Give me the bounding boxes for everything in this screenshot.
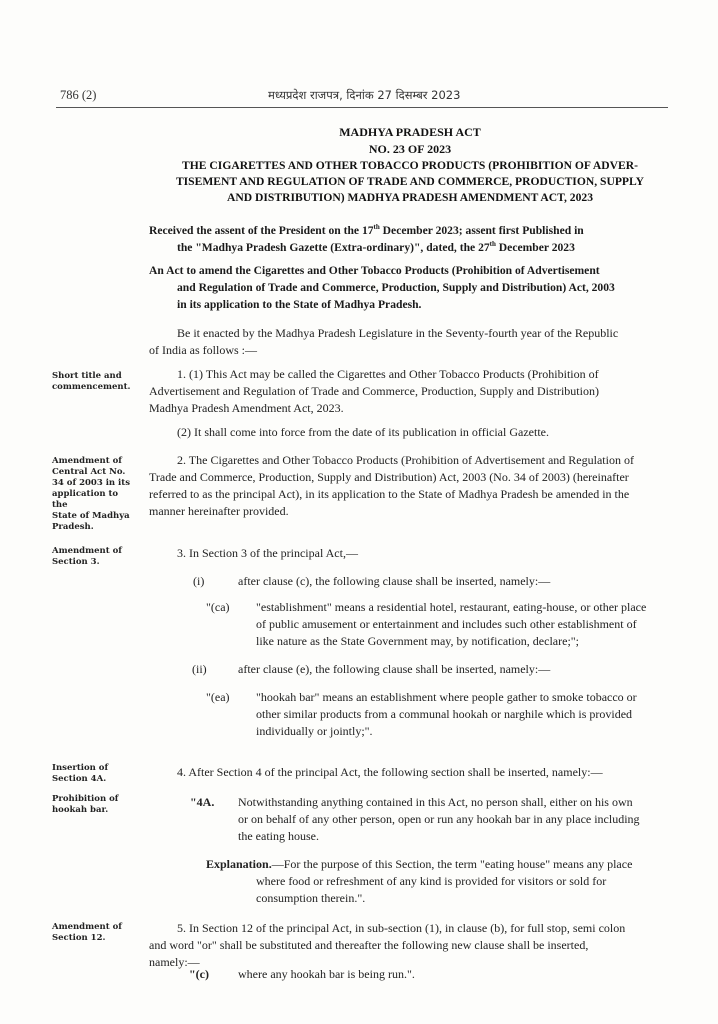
clause-ea-line-1: "hookah bar" means an establishment where people gather to smoke tobacco or: [256, 690, 637, 704]
act-title-line-2: NO. 23 OF 2023: [368, 142, 452, 156]
margin-note-insertion-4a: Insertion of Section 4A.: [52, 763, 109, 784]
section-4a-line-3: the eating house.: [238, 829, 319, 843]
section-1-line-1: 1. (1) This Act may be called the Cigarettes and Other Tobacco Products (Prohibition of: [177, 367, 599, 381]
page-number: 786 (2): [60, 88, 97, 102]
clause-c-label: "(c): [189, 967, 209, 981]
act-title-line-1: MADHYA PRADESH ACT: [339, 125, 481, 139]
margin-note-prohibition-hookah-bar: Prohibition of hookah bar.: [52, 794, 119, 815]
header-rule: [56, 107, 668, 108]
section-4a-label: "4A.: [190, 795, 215, 809]
clause-c-text: where any hookah bar is being run.".: [238, 967, 415, 981]
clause-ii-text: after clause (e), the following clause shall be inserted, namely:—: [238, 662, 551, 676]
act-title-line-3: THE CIGARETTES AND OTHER TOBACCO PRODUCTS (PROHIBITION OF ADVER-: [182, 159, 638, 172]
explanation-line-1: Explanation.—For the purpose of this Section, the term "eating house" means any place: [206, 857, 633, 871]
margin-note-amendment-section-12: Amendment of Section 12.: [52, 922, 122, 943]
clause-i-text: after clause (c), the following clause shall be inserted, namely:—: [238, 574, 551, 588]
section-1-line-3: Madhya Pradesh Amendment Act, 2023.: [149, 401, 344, 415]
explanation-line-2: where food or refreshment of any kind is provided for visitors or sold for: [256, 874, 607, 888]
clause-i-label: (i): [193, 574, 205, 588]
margin-note-short-title: Short title and commencement.: [52, 371, 131, 392]
section-5-line-3: namely:—: [149, 955, 200, 969]
section-4a-line-2: or on behalf of any other person, open or run any hookah bar in any place including: [238, 812, 640, 826]
long-title-line-3: in its application to the State of Madhya Pradesh.: [177, 298, 422, 311]
section-2-line-1: 2. The Cigarettes and Other Tobacco Products (Prohibition of Advertisement and Regulation of: [177, 453, 634, 467]
clause-ea-line-2: other similar products from a communal hookah or narghile which is provided: [256, 707, 633, 721]
clause-ea-label: "(ea): [206, 690, 230, 704]
act-title-line-5: AND DISTRIBUTION) MADHYA PRADESH AMENDMENT ACT, 2023: [227, 191, 593, 204]
long-title-line-1: An Act to amend the Cigarettes and Other Tobacco Products (Prohibition of Advertisement: [149, 264, 600, 277]
clause-ca-label: "(ca): [206, 600, 230, 614]
section-5-line-2: and word "or" shall be substituted and thereafter the following new clause shall be inserted,: [149, 938, 589, 952]
section-4-intro: 4. After Section 4 of the principal Act, the following section shall be inserted, namely:—: [177, 765, 603, 779]
section-2-line-3: referred to as the principal Act), in its application to the State of Madhya Pradesh be amended in the: [149, 487, 630, 501]
section-4a-line-1: Notwithstanding anything contained in this Act, no person shall, either on his own: [238, 795, 633, 809]
section-1-sub-2: (2) It shall come into force from the date of its publication in official Gazette.: [177, 425, 549, 439]
assent-line-1: Received the assent of the President on the 17th December 2023; assent first Published in: [149, 223, 584, 237]
clause-ca-line-2: of public amusement or entertainment and includes such other establishment of: [256, 617, 637, 631]
explanation-line-3: consumption therein.".: [256, 891, 366, 905]
enacting-line-1: Be it enacted by the Madhya Pradesh Legislature in the Seventy-fourth year of the Republic: [177, 326, 619, 340]
clause-ea-line-3: individually or jointly;".: [256, 724, 373, 738]
margin-note-amendment-section-3: Amendment of Section 3.: [52, 546, 122, 567]
margin-note-amendment-central-act: Amendment of Central Act No. 34 of 2003 in its application to the State of Madhya Pradesh.: [52, 456, 130, 532]
section-2-line-2: Trade and Commerce, Production, Supply and Distribution) Act, 2003 (No. 34 of 2003) (hereinafter: [149, 470, 629, 484]
assent-line-2: the "Madhya Pradesh Gazette (Extra-ordinary)", dated, the 27th December 2023: [177, 240, 575, 254]
enacting-line-2: of India as follows :—: [149, 343, 257, 357]
gazette-header: मध्यप्रदेश राजपत्र, दिनांक 27 दिसम्बर 2023: [268, 88, 461, 102]
clause-ca-line-1: "establishment" means a residential hotel, restaurant, eating-house, or other place: [256, 600, 647, 614]
clause-ca-line-3: like nature as the State Government may, by notification, declare;";: [256, 634, 580, 648]
clause-ii-label: (ii): [192, 662, 207, 676]
section-5-line-1: 5. In Section 12 of the principal Act, in sub-section (1), in clause (b), for full stop, semi colon: [177, 921, 626, 935]
section-2-line-4: manner hereinafter provided.: [149, 504, 289, 518]
section-3-intro: 3. In Section 3 of the principal Act,—: [177, 546, 358, 560]
section-1-line-2: Advertisement and Regulation of Trade and Commerce, Production, Supply and Distribution): [149, 384, 599, 398]
act-title-line-4: TISEMENT AND REGULATION OF TRADE AND COMMERCE, PRODUCTION, SUPPLY: [175, 175, 645, 188]
long-title-line-2: and Regulation of Trade and Commerce, Production, Supply and Distribution) Act, 2003: [177, 281, 615, 294]
